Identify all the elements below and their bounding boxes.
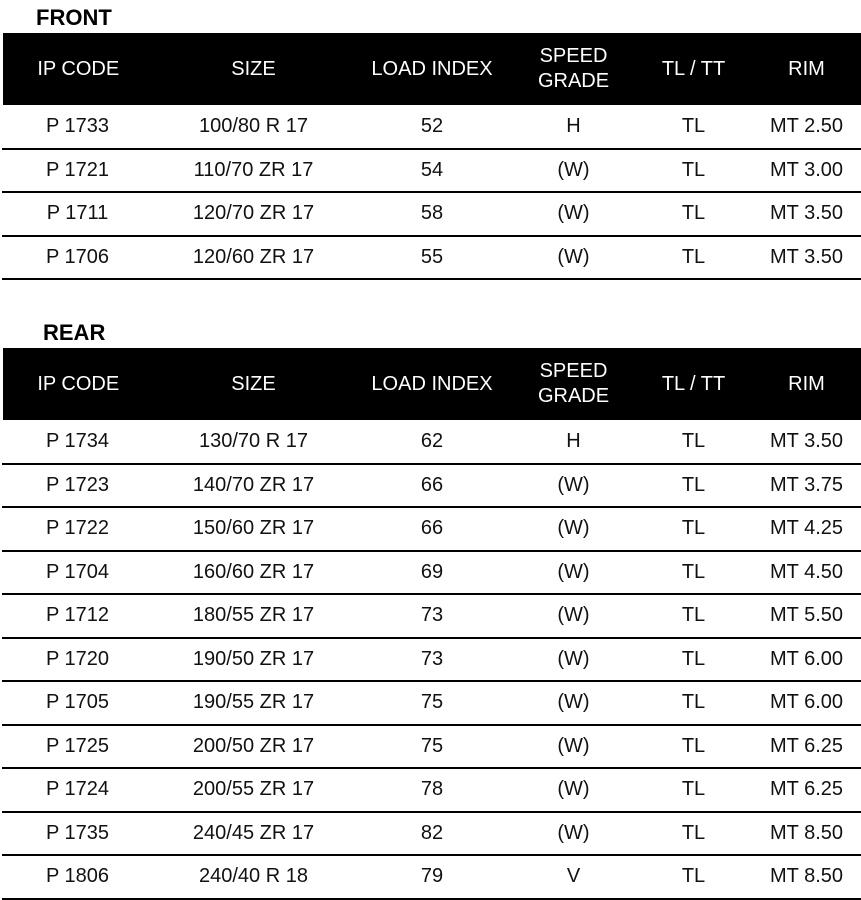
rear-section-title: REAR xyxy=(43,320,106,345)
cell-tl-tt: TL xyxy=(637,855,751,899)
header-row xyxy=(2,348,861,420)
cell-rim: MT 5.50 xyxy=(751,594,861,638)
cell-load-index: 79 xyxy=(354,855,511,899)
cell-ip-code: P 1722 xyxy=(2,507,154,551)
header-speed-line1: SPEED xyxy=(539,45,608,67)
cell-tl-tt: TL xyxy=(637,594,751,638)
cell-ip-code: P 1724 xyxy=(2,768,154,812)
cell-size: 120/70 ZR 17 xyxy=(154,192,354,236)
cell-load-index: 75 xyxy=(354,681,511,725)
cell-speed-grade: H xyxy=(511,105,637,149)
front-section-title: FRONT xyxy=(36,5,112,30)
table-row xyxy=(2,149,861,193)
cell-speed-grade: (W) xyxy=(511,725,637,769)
front-table-body xyxy=(2,105,861,279)
header-size: SIZE xyxy=(231,57,276,80)
cell-rim: MT 8.50 xyxy=(751,812,861,856)
front-table-header xyxy=(2,33,861,105)
cell-tl-tt: TL xyxy=(637,420,751,464)
cell-load-index: 54 xyxy=(354,149,511,193)
cell-size: 240/45 ZR 17 xyxy=(154,812,354,856)
cell-rim: MT 2.50 xyxy=(751,105,861,149)
cell-tl-tt: TL xyxy=(637,638,751,682)
cell-ip-code: P 1711 xyxy=(2,192,154,236)
table-row xyxy=(2,768,861,812)
cell-rim: MT 3.50 xyxy=(751,236,861,280)
cell-load-index: 82 xyxy=(354,812,511,856)
front-tyre-table xyxy=(0,33,861,280)
cell-rim: MT 6.00 xyxy=(751,638,861,682)
cell-load-index: 78 xyxy=(354,768,511,812)
cell-speed-grade: (W) xyxy=(511,768,637,812)
table-row xyxy=(2,464,861,508)
table-row xyxy=(2,855,861,899)
cell-size: 200/50 ZR 17 xyxy=(154,725,354,769)
cell-ip-code: P 1705 xyxy=(2,681,154,725)
cell-tl-tt: TL xyxy=(637,551,751,595)
cell-tl-tt: TL xyxy=(637,681,751,725)
cell-speed-grade: (W) xyxy=(511,236,637,280)
cell-speed-grade: V xyxy=(511,855,637,899)
cell-ip-code: P 1723 xyxy=(2,464,154,508)
cell-size: 180/55 ZR 17 xyxy=(154,594,354,638)
cell-rim: MT 4.50 xyxy=(751,551,861,595)
cell-tl-tt: TL xyxy=(637,149,751,193)
rear-table-body xyxy=(2,420,861,899)
cell-ip-code: P 1734 xyxy=(2,420,154,464)
cell-rim: MT 3.00 xyxy=(751,149,861,193)
table-row xyxy=(2,236,861,280)
header-speed-grade xyxy=(511,33,637,105)
cell-rim: MT 6.25 xyxy=(751,725,861,769)
cell-load-index: 69 xyxy=(354,551,511,595)
cell-rim: MT 3.50 xyxy=(751,420,861,464)
cell-speed-grade: H xyxy=(511,420,637,464)
header-tl-tt: TL / TT xyxy=(661,57,726,80)
header-rim: RIM xyxy=(788,57,825,80)
cell-load-index: 73 xyxy=(354,594,511,638)
cell-speed-grade: (W) xyxy=(511,812,637,856)
cell-tl-tt: TL xyxy=(637,236,751,280)
header-tl-tt: TL / TT xyxy=(661,372,726,395)
cell-rim: MT 4.25 xyxy=(751,507,861,551)
cell-rim: MT 6.00 xyxy=(751,681,861,725)
cell-load-index: 55 xyxy=(354,236,511,280)
rear-table-header xyxy=(2,348,861,420)
table-row xyxy=(2,681,861,725)
cell-tl-tt: TL xyxy=(637,507,751,551)
cell-size: 130/70 R 17 xyxy=(154,420,354,464)
table-row xyxy=(2,420,861,464)
header-load-index: LOAD INDEX xyxy=(371,372,493,395)
cell-speed-grade: (W) xyxy=(511,192,637,236)
cell-ip-code: P 1733 xyxy=(2,105,154,149)
cell-size: 190/50 ZR 17 xyxy=(154,638,354,682)
cell-load-index: 66 xyxy=(354,464,511,508)
cell-speed-grade: (W) xyxy=(511,464,637,508)
cell-ip-code: P 1721 xyxy=(2,149,154,193)
cell-size: 190/55 ZR 17 xyxy=(154,681,354,725)
header-ip-code: IP CODE xyxy=(2,33,154,105)
table-row xyxy=(2,725,861,769)
cell-tl-tt: TL xyxy=(637,725,751,769)
cell-tl-tt: TL xyxy=(637,812,751,856)
cell-tl-tt: TL xyxy=(637,768,751,812)
cell-load-index: 58 xyxy=(354,192,511,236)
cell-rim: MT 6.25 xyxy=(751,768,861,812)
table-row xyxy=(2,812,861,856)
cell-load-index: 52 xyxy=(354,105,511,149)
header-size: SIZE xyxy=(231,372,276,395)
cell-size: 100/80 R 17 xyxy=(154,105,354,149)
table-row xyxy=(2,105,861,149)
header-load-index: LOAD INDEX xyxy=(371,57,493,80)
cell-ip-code: P 1725 xyxy=(2,725,154,769)
header-speed-line1: SPEED xyxy=(539,360,608,382)
rear-tyre-table xyxy=(0,348,861,900)
cell-load-index: 62 xyxy=(354,420,511,464)
cell-size: 140/70 ZR 17 xyxy=(154,464,354,508)
cell-speed-grade: (W) xyxy=(511,638,637,682)
cell-speed-grade: (W) xyxy=(511,681,637,725)
cell-ip-code: P 1706 xyxy=(2,236,154,280)
cell-size: 200/55 ZR 17 xyxy=(154,768,354,812)
table-row xyxy=(2,551,861,595)
cell-rim: MT 3.50 xyxy=(751,192,861,236)
header-speed-line2: GRADE xyxy=(537,70,610,92)
cell-size: 110/70 ZR 17 xyxy=(154,149,354,193)
cell-speed-grade: (W) xyxy=(511,149,637,193)
cell-speed-grade: (W) xyxy=(511,507,637,551)
cell-rim: MT 8.50 xyxy=(751,855,861,899)
table-row xyxy=(2,594,861,638)
cell-load-index: 75 xyxy=(354,725,511,769)
cell-ip-code: P 1735 xyxy=(2,812,154,856)
cell-load-index: 73 xyxy=(354,638,511,682)
header-speed-grade xyxy=(511,348,637,420)
header-speed-line2: GRADE xyxy=(537,385,610,407)
cell-ip-code: P 1720 xyxy=(2,638,154,682)
cell-tl-tt: TL xyxy=(637,105,751,149)
cell-ip-code: P 1806 xyxy=(2,855,154,899)
cell-speed-grade: (W) xyxy=(511,551,637,595)
cell-rim: MT 3.75 xyxy=(751,464,861,508)
cell-tl-tt: TL xyxy=(637,192,751,236)
cell-size: 160/60 ZR 17 xyxy=(154,551,354,595)
cell-tl-tt: TL xyxy=(637,464,751,508)
cell-load-index: 66 xyxy=(354,507,511,551)
table-row xyxy=(2,192,861,236)
cell-ip-code: P 1712 xyxy=(2,594,154,638)
table-row xyxy=(2,638,861,682)
header-ip-code: IP CODE xyxy=(2,348,154,420)
table-row xyxy=(2,507,861,551)
cell-speed-grade: (W) xyxy=(511,594,637,638)
header-rim: RIM xyxy=(788,372,825,395)
cell-size: 120/60 ZR 17 xyxy=(154,236,354,280)
cell-ip-code: P 1704 xyxy=(2,551,154,595)
cell-size: 240/40 R 18 xyxy=(154,855,354,899)
cell-size: 150/60 ZR 17 xyxy=(154,507,354,551)
header-row xyxy=(2,33,861,105)
